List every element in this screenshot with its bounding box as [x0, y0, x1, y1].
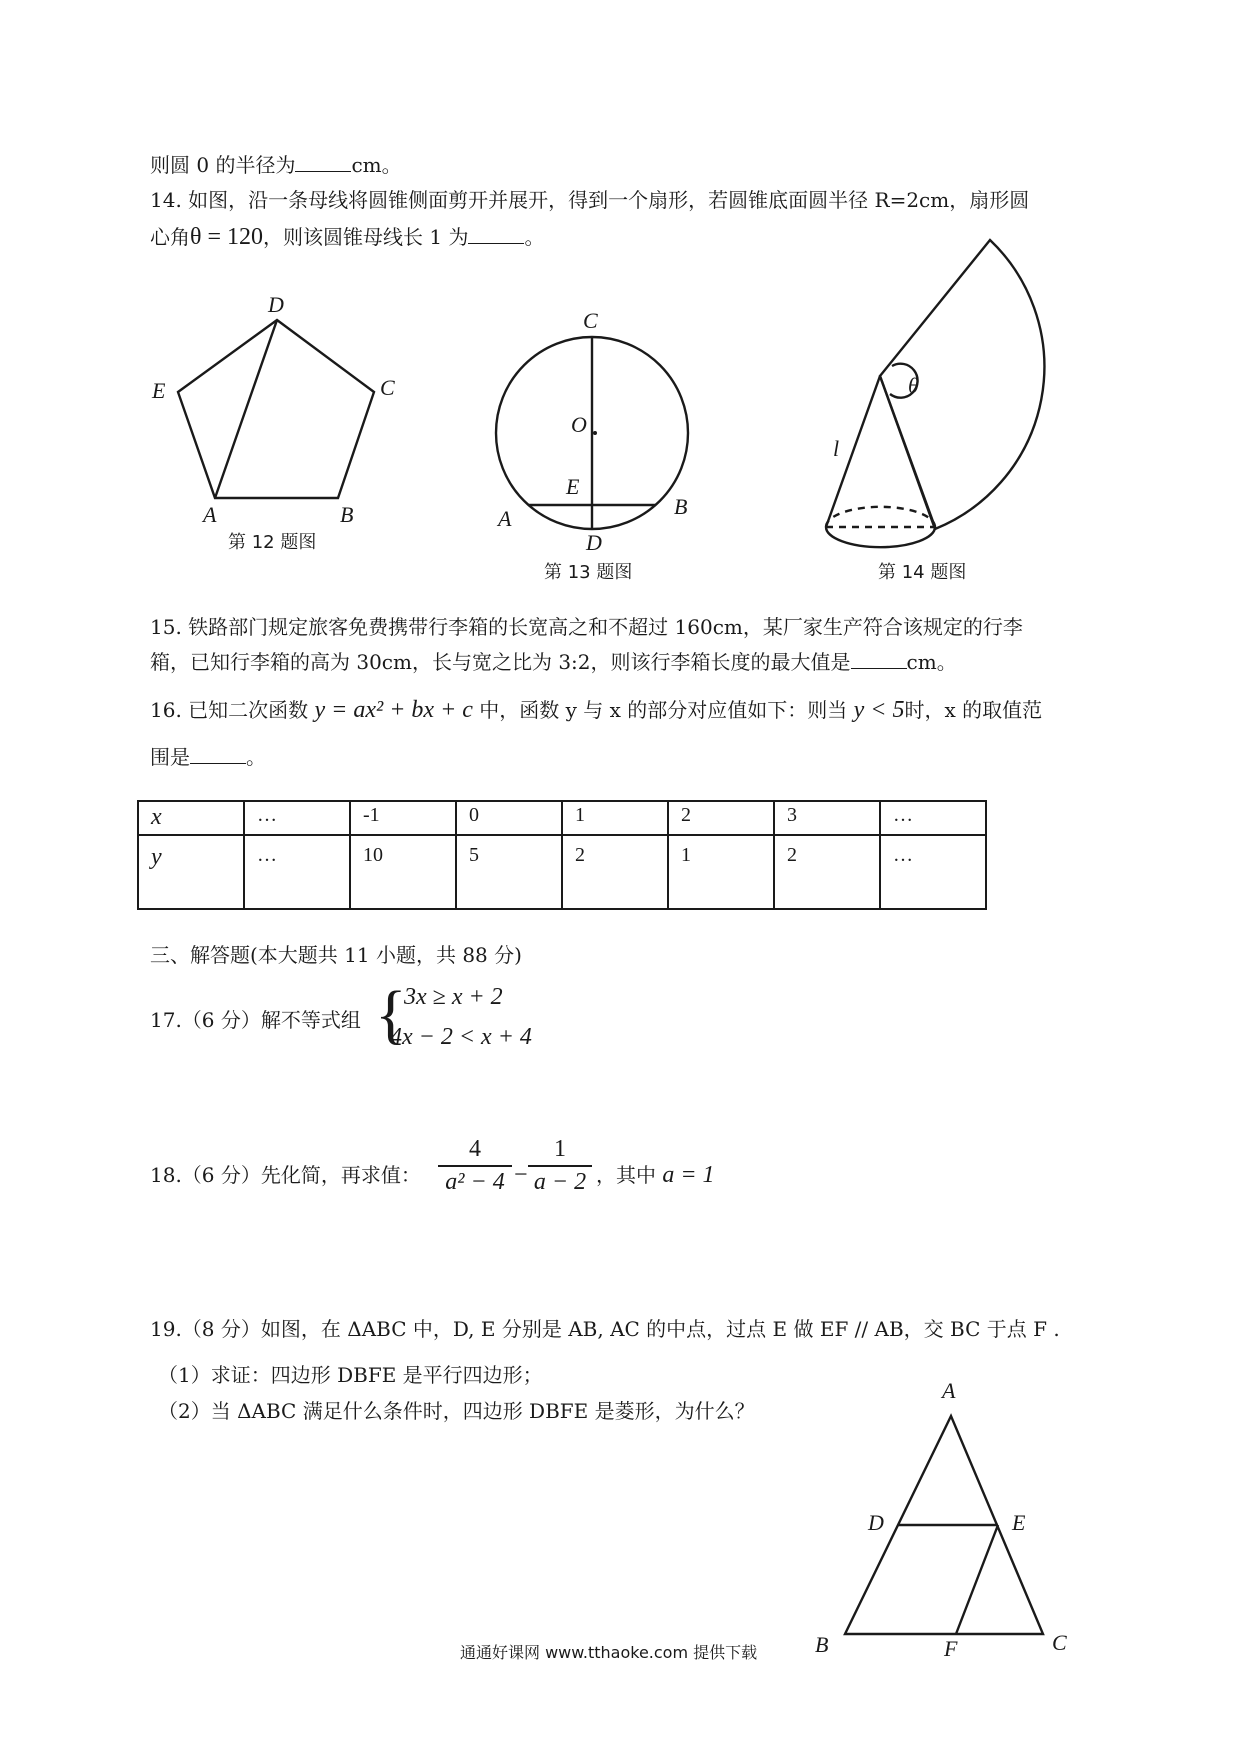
fig13-label-c: C: [583, 308, 598, 333]
fig12-label-e: E: [152, 378, 166, 403]
cone-base-front: [826, 527, 935, 547]
q16-mid: 中，函数 y 与 x 的部分对应值如下：则当: [479, 698, 848, 722]
q18-fraction-1: [438, 1136, 512, 1196]
q13-text: 则圆 0 的半径为: [150, 153, 296, 177]
table-cell: 2: [668, 801, 774, 835]
q15-pre: 箱，已知行李箱的高为 30cm，长与宽之比为 3:2，则该行李箱长度的最大值是: [150, 650, 851, 674]
fig12-label-d: D: [268, 292, 284, 317]
circle-shape: [496, 337, 688, 529]
table-cell: 1: [562, 801, 668, 835]
q16-function: y = ax² + bx + c: [314, 697, 473, 723]
fraction-denominator: a − 2: [528, 1165, 592, 1196]
diagonal-ad: [215, 320, 277, 498]
q18-tail-text: ，其中: [596, 1163, 656, 1187]
fig13-caption: 第 13 题图: [544, 562, 633, 583]
fig19-label-c: C: [1052, 1630, 1067, 1655]
cone-base-back: [826, 507, 935, 527]
table-header-x: x: [138, 801, 244, 835]
table-cell: …: [880, 801, 986, 835]
table-row-x: [138, 801, 986, 835]
q13-tail: [150, 150, 402, 180]
q16-line2-end: 。: [246, 745, 266, 769]
q13-unit: cm。: [351, 153, 402, 177]
q16-condition: y < 5: [853, 697, 905, 723]
fig12-label-c: C: [380, 375, 395, 400]
table-row-y: [138, 835, 986, 909]
fraction-denominator: a² − 4: [438, 1165, 512, 1196]
fig14-label-l: l: [833, 436, 840, 461]
q14-line2: [150, 222, 544, 252]
table-cell: 1: [668, 835, 774, 909]
q14-post: ，则该圆锥母线长 1 为: [263, 225, 469, 249]
table-header-y: y: [138, 835, 244, 909]
fig14-label-theta: θ: [908, 373, 919, 398]
fig19-label-f: F: [944, 1636, 958, 1661]
q14-theta-expr: θ = 120: [190, 224, 264, 250]
fig14-caption: 第 14 题图: [878, 562, 967, 583]
brace-symbol: {: [375, 978, 407, 1051]
table-cell: -1: [350, 801, 456, 835]
fig13-label-e: E: [566, 474, 580, 499]
q18-condition: a = 1: [662, 1162, 715, 1188]
q19-part2: （2）当 ΔABC 满足什么条件时，四边形 DBFE 是菱形，为什么？: [158, 1399, 755, 1423]
q15-line2: [150, 647, 957, 677]
fig19-label-a: A: [942, 1378, 956, 1403]
q16-line1: [150, 695, 1042, 725]
q16-pre: 16. 已知二次函数: [150, 698, 309, 722]
fig12-caption: 第 12 题图: [228, 532, 317, 553]
center-point: [593, 431, 597, 435]
q15-end: cm。: [906, 650, 957, 674]
section-3-title: 三、解答题(本大题共 11 小题，共 88 分): [150, 943, 522, 967]
q16-post: 时，x 的取值范: [904, 698, 1043, 722]
footer-credit: 通通好课网 www.tthaoke.com 提供下载: [460, 1643, 758, 1662]
fraction-numerator: 1: [554, 1136, 566, 1162]
fig13-label-d: D: [586, 530, 602, 555]
q18-fraction-2: [528, 1136, 592, 1196]
q17-inequality-2: 4x − 2 < x + 4: [390, 1024, 532, 1050]
answer-blank: [468, 225, 524, 244]
fig12-label-a: A: [203, 502, 217, 527]
answer-blank: [190, 745, 246, 764]
table-cell: 3: [774, 801, 880, 835]
q17-label: 17.（6 分）解不等式组: [150, 1008, 361, 1032]
table-cell: …: [244, 835, 350, 909]
table-cell: 10: [350, 835, 456, 909]
q16-line2-pre: 围是: [150, 745, 190, 769]
table-cell: 5: [456, 835, 562, 909]
q14-line1: 14. 如图，沿一条母线将圆锥侧面剪开并展开，得到一个扇形，若圆锥底面圆半径 R=2cm，扇形圆: [150, 188, 1030, 212]
sector-shape: [880, 240, 1044, 529]
fig19-label-b: B: [815, 1632, 829, 1657]
q18-label: 18.（6 分）先化简，再求值：: [150, 1163, 421, 1187]
triangle-abc: [845, 1416, 1043, 1634]
q14-end: 。: [524, 225, 545, 249]
table-cell: 2: [774, 835, 880, 909]
q18-tail: [596, 1160, 715, 1190]
table-cell: …: [244, 801, 350, 835]
pentagon-shape: [178, 320, 374, 498]
table-cell: 0: [456, 801, 562, 835]
q17-inequality-1: 3x ≥ x + 2: [404, 984, 503, 1010]
fig12-label-b: B: [340, 502, 354, 527]
q16-line2: [150, 742, 266, 772]
segment-ef: [956, 1525, 998, 1634]
q19-line1: 19.（8 分）如图，在 ΔABC 中，D, E 分别是 AB, AC 的中点，过点 E 做 EF // AB，交 BC 于点 F .: [150, 1317, 1060, 1341]
fig19-label-d: D: [868, 1510, 884, 1535]
table-cell: 2: [562, 835, 668, 909]
theta-arc: [890, 364, 918, 398]
table-cell: …: [880, 835, 986, 909]
fig13-label-o: O: [571, 412, 587, 437]
answer-blank: [851, 650, 907, 669]
answer-blank: [295, 153, 351, 172]
fig13-label-b: B: [674, 494, 688, 519]
q16-value-table: [137, 800, 987, 910]
q14-pre: 心角: [150, 225, 190, 249]
fig19-label-e: E: [1012, 1510, 1026, 1535]
q18-minus: −: [514, 1162, 528, 1188]
q15-line1: 15. 铁路部门规定旅客免费携带行李箱的长宽高之和不超过 160cm，某厂家生产符合该规定的行李: [150, 615, 1023, 639]
cone-right-slant: [880, 376, 935, 527]
fraction-numerator: 4: [469, 1136, 481, 1162]
q19-part1: （1）求证：四边形 DBFE 是平行四边形；: [158, 1363, 543, 1387]
fig13-label-a: A: [498, 506, 512, 531]
cone-left-slant: [826, 376, 880, 527]
